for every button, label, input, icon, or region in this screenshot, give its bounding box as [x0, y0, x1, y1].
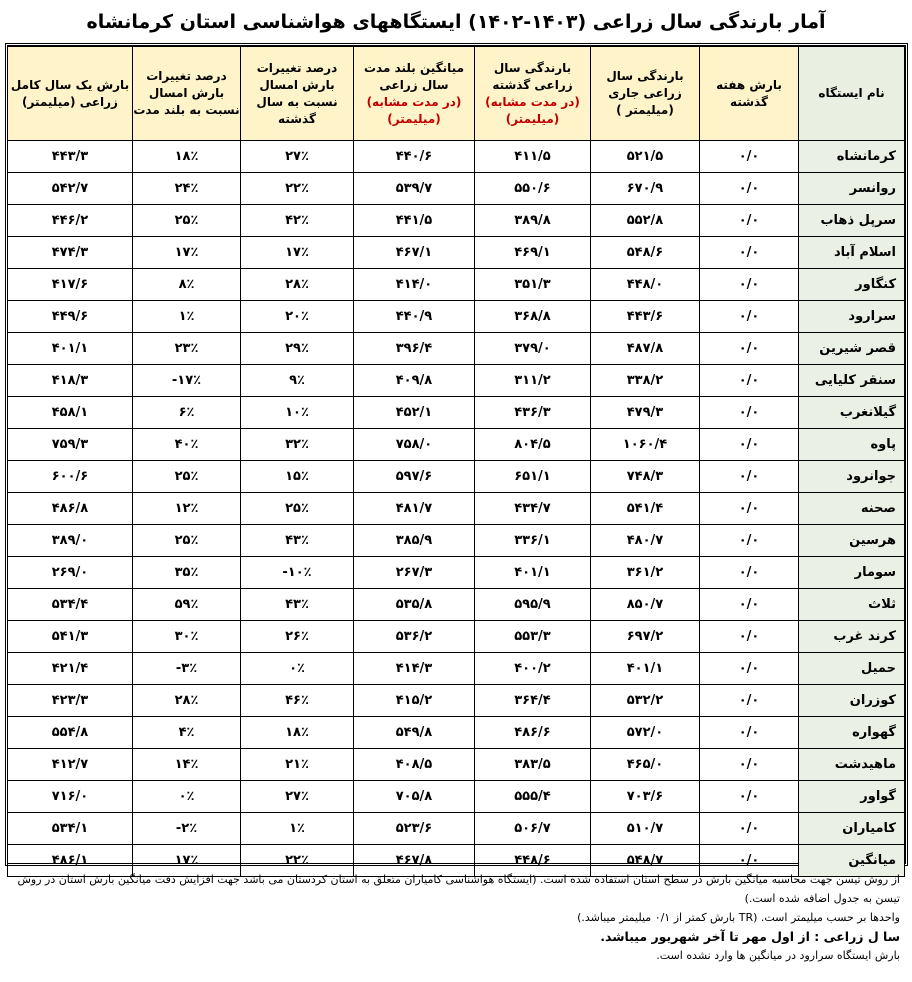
last-year-cell: ۶۵۱/۱ — [475, 461, 591, 493]
change-last-year-cell: ۲۷٪ — [241, 781, 354, 813]
table-body — [8, 141, 905, 877]
station-cell: سومار — [799, 557, 905, 589]
station-cell: کنگاور — [799, 269, 905, 301]
header-row — [8, 47, 905, 141]
current-year-cell: ۳۳۸/۲ — [591, 365, 700, 397]
longterm-cell: ۳۸۵/۹ — [354, 525, 475, 557]
longterm-cell: ۴۴۰/۹ — [354, 301, 475, 333]
full-year-cell: ۴۱۸/۳ — [8, 365, 133, 397]
last-year-cell: ۳۳۶/۱ — [475, 525, 591, 557]
longterm-cell: ۵۴۹/۸ — [354, 717, 475, 749]
week-cell: ۰/۰ — [700, 205, 799, 237]
full-year-cell: ۴۱۷/۶ — [8, 269, 133, 301]
table-row — [8, 429, 905, 461]
longterm-cell: ۴۰۹/۸ — [354, 365, 475, 397]
change-last-year-cell: ۲۹٪ — [241, 333, 354, 365]
change-last-year-cell: ۱۵٪ — [241, 461, 354, 493]
change-longterm-cell: ۲۵٪ — [133, 205, 241, 237]
change-last-year-cell: ۱۷٪ — [241, 237, 354, 269]
footnote-sararud: بارش ایستگاه سرارود در میانگین ها وارد نشده است. — [656, 949, 900, 962]
longterm-cell: ۳۹۶/۴ — [354, 333, 475, 365]
change-last-year-cell: ۱۸٪ — [241, 717, 354, 749]
station-cell: اسلام آباد — [799, 237, 905, 269]
station-cell: ماهیدشت — [799, 749, 905, 781]
table-row — [8, 717, 905, 749]
table-row — [8, 173, 905, 205]
full-year-cell: ۵۴۱/۳ — [8, 621, 133, 653]
station-cell: گیلانغرب — [799, 397, 905, 429]
current-year-cell: ۴۸۰/۷ — [591, 525, 700, 557]
full-year-cell: ۴۸۶/۸ — [8, 493, 133, 525]
week-cell: ۰/۰ — [700, 333, 799, 365]
longterm-cell: ۴۱۵/۲ — [354, 685, 475, 717]
table-row — [8, 621, 905, 653]
station-cell: کرمانشاه — [799, 141, 905, 173]
week-cell: ۰/۰ — [700, 429, 799, 461]
change-last-year-cell: ۴۶٪ — [241, 685, 354, 717]
station-cell: هرسین — [799, 525, 905, 557]
last-year-cell: ۴۶۹/۱ — [475, 237, 591, 269]
last-year-cell: ۴۴۸/۶ — [475, 845, 591, 877]
last-year-cell: ۳۸۹/۸ — [475, 205, 591, 237]
week-cell: ۰/۰ — [700, 173, 799, 205]
full-year-cell: ۴۷۴/۳ — [8, 237, 133, 269]
last-year-cell: ۳۷۹/۰ — [475, 333, 591, 365]
change-longterm-cell: ۱۷٪ — [133, 845, 241, 877]
table-row — [8, 141, 905, 173]
full-year-cell: ۴۸۶/۱ — [8, 845, 133, 877]
week-cell: ۰/۰ — [700, 237, 799, 269]
station-cell: ثلاث — [799, 589, 905, 621]
last-year-cell: ۵۵۳/۳ — [475, 621, 591, 653]
change-last-year-cell: ۲۰٪ — [241, 301, 354, 333]
change-last-year-cell: ۲۷٪ — [241, 141, 354, 173]
station-cell: پاوه — [799, 429, 905, 461]
change-last-year-cell: ۰٪ — [241, 653, 354, 685]
current-year-cell: ۷۴۸/۳ — [591, 461, 700, 493]
header-last-year-label: بارندگی سال زراعی گذشته — [492, 60, 573, 92]
last-year-cell: ۳۵۱/۳ — [475, 269, 591, 301]
last-year-cell: ۳۶۴/۴ — [475, 685, 591, 717]
week-cell: ۰/۰ — [700, 397, 799, 429]
longterm-cell: ۷۵۸/۰ — [354, 429, 475, 461]
table-row — [8, 749, 905, 781]
last-year-cell: ۵۵۵/۴ — [475, 781, 591, 813]
last-year-cell: ۳۸۳/۵ — [475, 749, 591, 781]
change-last-year-cell: ۴۳٪ — [241, 525, 354, 557]
station-cell: گواور — [799, 781, 905, 813]
week-cell: ۰/۰ — [700, 493, 799, 525]
table-row — [8, 653, 905, 685]
station-cell: گهواره — [799, 717, 905, 749]
change-last-year-cell: ۱٪ — [241, 813, 354, 845]
header-longterm-period: (در مدت مشابه) — [366, 94, 462, 109]
change-longterm-cell: ۲۵٪ — [133, 461, 241, 493]
current-year-cell: ۶۷۰/۹ — [591, 173, 700, 205]
full-year-cell: ۴۵۸/۱ — [8, 397, 133, 429]
current-year-cell: ۴۶۵/۰ — [591, 749, 700, 781]
full-year-cell: ۵۴۲/۷ — [8, 173, 133, 205]
station-cell: سرپل ذهاب — [799, 205, 905, 237]
current-year-cell: ۶۹۷/۲ — [591, 621, 700, 653]
current-year-cell: ۵۱۰/۷ — [591, 813, 700, 845]
station-cell: سرارود — [799, 301, 905, 333]
station-cell: جوانرود — [799, 461, 905, 493]
change-last-year-cell: ۲۲٪ — [241, 173, 354, 205]
table-row — [8, 525, 905, 557]
week-cell: ۰/۰ — [700, 621, 799, 653]
station-cell: حمیل — [799, 653, 905, 685]
week-cell: ۰/۰ — [700, 813, 799, 845]
header-change-longterm: درصد تغییرات بارش امسال نسبت به بلند مدت — [133, 47, 241, 141]
header-change-last-year: درصد تغییرات بارش امسال نسبت به سال گذشته — [241, 47, 354, 141]
last-year-cell: ۴۳۴/۷ — [475, 493, 591, 525]
full-year-cell: ۴۲۱/۴ — [8, 653, 133, 685]
table-row — [8, 205, 905, 237]
change-longterm-cell: ۰٪ — [133, 781, 241, 813]
change-longterm-cell: ۱۴٪ — [133, 749, 241, 781]
change-last-year-cell: ۲۸٪ — [241, 269, 354, 301]
current-year-cell: ۵۴۸/۷ — [591, 845, 700, 877]
table-row — [8, 493, 905, 525]
full-year-cell: ۴۴۳/۳ — [8, 141, 133, 173]
change-last-year-cell: ۲۶٪ — [241, 621, 354, 653]
full-year-cell: ۴۴۶/۲ — [8, 205, 133, 237]
table-row — [8, 685, 905, 717]
current-year-cell: ۸۵۰/۷ — [591, 589, 700, 621]
current-year-cell: ۴۰۱/۱ — [591, 653, 700, 685]
longterm-cell: ۴۰۸/۵ — [354, 749, 475, 781]
current-year-cell: ۴۷۹/۳ — [591, 397, 700, 429]
station-cell: صحنه — [799, 493, 905, 525]
header-current-year: بارندگی سال زراعی جاری (میلیمتر ) — [591, 47, 700, 141]
station-cell: روانسر — [799, 173, 905, 205]
page-title: آمار بارندگی سال زراعی (۱۴۰۳-۱۴۰۲) ایستگاههای هواشناسی استان کرمانشاه — [86, 11, 826, 33]
full-year-cell: ۴۴۹/۶ — [8, 301, 133, 333]
table-row — [8, 365, 905, 397]
table-row — [8, 781, 905, 813]
change-longterm-cell: -۲٪ — [133, 813, 241, 845]
station-cell: کرند غرب — [799, 621, 905, 653]
current-year-cell: ۱۰۶۰/۴ — [591, 429, 700, 461]
longterm-cell: ۴۶۷/۱ — [354, 237, 475, 269]
longterm-cell: ۴۴۰/۶ — [354, 141, 475, 173]
current-year-cell: ۵۷۲/۰ — [591, 717, 700, 749]
header-longterm-unit: (میلیمتر) — [387, 111, 441, 126]
week-cell: ۰/۰ — [700, 365, 799, 397]
change-last-year-cell: ۴۳٪ — [241, 589, 354, 621]
table-row — [8, 237, 905, 269]
longterm-cell: ۵۹۷/۶ — [354, 461, 475, 493]
header-last-year — [475, 47, 591, 141]
last-year-cell: ۳۱۱/۲ — [475, 365, 591, 397]
header-full-year: بارش یک سال کامل زراعی (میلیمتر) — [8, 47, 133, 141]
week-cell: ۰/۰ — [700, 685, 799, 717]
change-longterm-cell: -۱۷٪ — [133, 365, 241, 397]
longterm-cell: ۵۳۹/۷ — [354, 173, 475, 205]
full-year-cell: ۷۱۶/۰ — [8, 781, 133, 813]
header-last-week: بارش هفته گذشته — [700, 47, 799, 141]
full-year-cell: ۵۵۴/۸ — [8, 717, 133, 749]
station-cell: قصر شیرین — [799, 333, 905, 365]
change-last-year-cell: ۴۲٪ — [241, 205, 354, 237]
longterm-cell: ۴۸۱/۷ — [354, 493, 475, 525]
last-year-cell: ۴۱۱/۵ — [475, 141, 591, 173]
header-last-year-unit: (میلیمتر) — [505, 111, 560, 126]
change-last-year-cell: ۱۰٪ — [241, 397, 354, 429]
rainfall-table-frame — [5, 43, 908, 866]
change-last-year-cell: ۲۵٪ — [241, 493, 354, 525]
full-year-cell: ۷۵۹/۳ — [8, 429, 133, 461]
change-longterm-cell: ۸٪ — [133, 269, 241, 301]
change-longterm-cell: ۵۹٪ — [133, 589, 241, 621]
current-year-cell: ۴۸۷/۸ — [591, 333, 700, 365]
footnotes — [10, 870, 900, 965]
full-year-cell: ۵۳۴/۴ — [8, 589, 133, 621]
full-year-cell: ۶۰۰/۶ — [8, 461, 133, 493]
table-row — [8, 813, 905, 845]
last-year-cell: ۴۳۶/۳ — [475, 397, 591, 429]
station-cell: کوزران — [799, 685, 905, 717]
current-year-cell: ۳۶۱/۲ — [591, 557, 700, 589]
change-last-year-cell: ۹٪ — [241, 365, 354, 397]
change-longterm-cell: ۱۸٪ — [133, 141, 241, 173]
station-cell: سنقر کلیایی — [799, 365, 905, 397]
full-year-cell: ۳۸۹/۰ — [8, 525, 133, 557]
change-longterm-cell: ۱٪ — [133, 301, 241, 333]
full-year-cell: ۴۰۱/۱ — [8, 333, 133, 365]
full-year-cell: ۵۳۴/۱ — [8, 813, 133, 845]
longterm-cell: ۷۰۵/۸ — [354, 781, 475, 813]
change-longterm-cell: ۲۴٪ — [133, 173, 241, 205]
last-year-cell: ۴۸۶/۶ — [475, 717, 591, 749]
table-row — [8, 333, 905, 365]
current-year-cell: ۵۴۱/۴ — [591, 493, 700, 525]
change-longterm-cell: ۴٪ — [133, 717, 241, 749]
table-row — [8, 461, 905, 493]
last-year-cell: ۵۰۶/۷ — [475, 813, 591, 845]
current-year-cell: ۵۴۸/۶ — [591, 237, 700, 269]
change-longterm-cell: -۳٪ — [133, 653, 241, 685]
change-longterm-cell: ۳۰٪ — [133, 621, 241, 653]
current-year-cell: ۴۴۸/۰ — [591, 269, 700, 301]
footnote-method: از روش تیسن جهت محاسبه میانگین بارش در سطح استان استفاده شده است. (ایستگاه هواشناسی کامیاران متعلق به استان کردستان می باشد جهت افزایش دقت میانگین بارش استان در روش تیسن به جدول اضافه شده است.) — [17, 873, 900, 905]
table-row — [8, 589, 905, 621]
change-longterm-cell: ۲۸٪ — [133, 685, 241, 717]
change-last-year-cell: ۲۱٪ — [241, 749, 354, 781]
current-year-cell: ۵۵۲/۸ — [591, 205, 700, 237]
change-longterm-cell: ۳۵٪ — [133, 557, 241, 589]
week-cell: ۰/۰ — [700, 845, 799, 877]
change-last-year-cell: -۱۰٪ — [241, 557, 354, 589]
last-year-cell: ۸۰۴/۵ — [475, 429, 591, 461]
header-last-year-period: (در مدت مشابه) — [485, 94, 580, 109]
current-year-cell: ۵۲۱/۵ — [591, 141, 700, 173]
change-last-year-cell: ۲۲٪ — [241, 845, 354, 877]
last-year-cell: ۵۹۵/۹ — [475, 589, 591, 621]
week-cell: ۰/۰ — [700, 461, 799, 493]
longterm-cell: ۵۳۶/۲ — [354, 621, 475, 653]
last-year-cell: ۳۶۸/۸ — [475, 301, 591, 333]
longterm-cell: ۴۱۴/۳ — [354, 653, 475, 685]
week-cell: ۰/۰ — [700, 301, 799, 333]
last-year-cell: ۴۰۱/۱ — [475, 557, 591, 589]
week-cell: ۰/۰ — [700, 589, 799, 621]
rainfall-table — [7, 46, 905, 877]
longterm-cell: ۴۶۷/۸ — [354, 845, 475, 877]
header-longterm — [354, 47, 475, 141]
table-row — [8, 557, 905, 589]
week-cell: ۰/۰ — [700, 269, 799, 301]
footnote-crop-year: سا ل زراعی : از اول مهر تا آخر شهریور میباشد. — [600, 929, 900, 944]
header-station: نام ایستگاه — [799, 47, 905, 141]
full-year-cell: ۴۲۳/۳ — [8, 685, 133, 717]
header-longterm-label: میانگین بلند مدت سال زراعی — [363, 60, 465, 92]
longterm-cell: ۲۶۷/۳ — [354, 557, 475, 589]
table-row — [8, 397, 905, 429]
station-cell: میانگین — [799, 845, 905, 877]
last-year-cell: ۴۰۰/۲ — [475, 653, 591, 685]
longterm-cell: ۵۳۵/۸ — [354, 589, 475, 621]
change-longterm-cell: ۲۵٪ — [133, 525, 241, 557]
station-cell: کامیاران — [799, 813, 905, 845]
table-row — [8, 269, 905, 301]
week-cell: ۰/۰ — [700, 717, 799, 749]
change-longterm-cell: ۱۷٪ — [133, 237, 241, 269]
longterm-cell: ۴۴۱/۵ — [354, 205, 475, 237]
full-year-cell: ۴۱۲/۷ — [8, 749, 133, 781]
footnote-units: واحدها بر حسب میلیمتر است. (TR بارش کمتر از ۰/۱ میلیمتر میباشد.) — [577, 911, 900, 924]
table-row — [8, 301, 905, 333]
week-cell: ۰/۰ — [700, 525, 799, 557]
current-year-cell: ۵۳۲/۲ — [591, 685, 700, 717]
longterm-cell: ۵۲۳/۶ — [354, 813, 475, 845]
week-cell: ۰/۰ — [700, 749, 799, 781]
longterm-cell: ۴۵۲/۱ — [354, 397, 475, 429]
current-year-cell: ۷۰۳/۶ — [591, 781, 700, 813]
change-longterm-cell: ۱۲٪ — [133, 493, 241, 525]
change-longterm-cell: ۶٪ — [133, 397, 241, 429]
week-cell: ۰/۰ — [700, 141, 799, 173]
change-longterm-cell: ۲۳٪ — [133, 333, 241, 365]
change-last-year-cell: ۳۲٪ — [241, 429, 354, 461]
last-year-cell: ۵۵۰/۶ — [475, 173, 591, 205]
current-year-cell: ۴۴۳/۶ — [591, 301, 700, 333]
week-cell: ۰/۰ — [700, 781, 799, 813]
full-year-cell: ۲۶۹/۰ — [8, 557, 133, 589]
week-cell: ۰/۰ — [700, 557, 799, 589]
week-cell: ۰/۰ — [700, 653, 799, 685]
longterm-cell: ۴۱۴/۰ — [354, 269, 475, 301]
change-longterm-cell: ۴۰٪ — [133, 429, 241, 461]
